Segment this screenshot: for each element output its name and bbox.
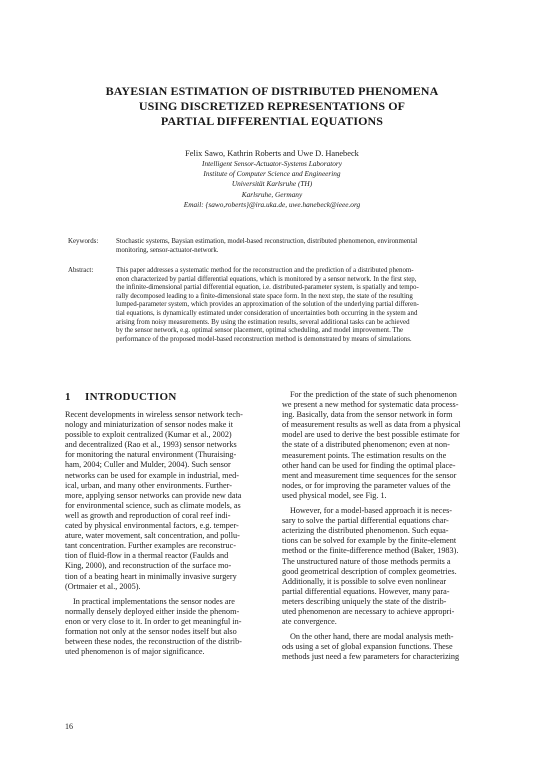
text-line: uted phenomenon are necessary to achieve appropri- [282,606,455,616]
text-line: acterizing the distributed phenomenon. Such equa- [282,526,449,536]
text-line: On the other hand, there are modal analysis meth- [290,632,454,642]
text-line: possible to exploit centralized (Kumar et al., 2002) [65,430,232,440]
text-line: good geometrical description of complex geometries. [282,566,457,576]
text-line: method or the finite-difference method (Baker, 1983). [282,546,459,556]
abstract-line: performance of the proposed model-based reconstruction method is demonstrated by means of simulations. [116,335,412,343]
text-line: King, 2000), and reconstruction of the surface mo- [65,561,232,571]
text-line: model are used to derive the best possible estimate for [282,430,460,440]
keywords-label: Keywords: [68,238,99,245]
abstract-line: the infinite-dimensional partial differential equation, i.e. distributed-parameter system, is spatially and tempo- [116,284,419,292]
text-line: In practical implementations the sensor nodes are [73,596,235,606]
text-line: ham, 2004; Culler and Mulder, 2004). Such sensor [65,460,231,470]
text-line: tant concentration. Further examples are reconstruc- [65,541,236,551]
text-line: measurement points. The estimation results on the [282,450,447,460]
paragraph [65,597,271,658]
text-line: ate convergence. [282,617,337,627]
text-line: ature, water movement, salt concentration, and pollu- [65,531,240,541]
abstract-line: by the sensor network, e.g. optimal sensor placement, optimal scheduling, and model improvement. The [116,327,404,335]
paper-title [60,84,484,129]
paragraph [282,390,488,501]
page-number: 16 [65,722,73,731]
text-line: for environmental science, such as climate models, as [65,500,241,510]
abstract-line: arising from noisy measurements. By using the estimation results, several additional tasks can be achieved [116,318,410,326]
section-number: 1 [65,391,71,403]
text-line: more, applying sensor networks can provide new data [65,490,242,500]
text-line: of measurement results as well as data from a physical [282,420,461,430]
text-line: formation not only at the sensor nodes itself but also [65,626,237,636]
section-heading [65,390,271,410]
text-line: ods using a set of global expansion functions. These [282,642,453,652]
affiliation-line: Universität Karlsruhe (TH) [231,179,313,189]
text-line: the state of a distributed phenomenon; even at non- [282,440,450,450]
paragraph [282,506,488,627]
text-line: nology and miniaturization of sensor nodes make it [65,420,234,430]
text-line: between these nodes, the reconstruction of the distrib- [65,637,242,647]
text-line: tion of a beating heart in minimally invasive surgery [65,571,237,581]
affiliation-line: Institute of Computer Science and Engineering [203,169,341,179]
text-line: meters describing uniquely the state of the distrib- [282,596,447,606]
text-line: Recent developments in wireless sensor network tech- [65,410,243,419]
text-line: and decentralized (Rao et al., 1993) sensor networks [65,440,237,450]
paragraph [282,632,488,662]
text-line: other hand can be used for finding the optimal place- [282,460,456,470]
text-line: we present a new method for systematic data process- [282,400,459,410]
text-line: used physical model, see Fig. 1. [282,490,387,500]
text-line: for monitoring the natural environment (Thuraising- [65,450,237,460]
text-line: ment and measurement time sequences for the sensor [282,470,457,480]
text-line: uted phenomenon is of major significance. [65,647,205,657]
text-line: However, for a model-based approach it is neces- [290,506,452,516]
abstract-line: This paper addresses a systematic method for the reconstruction and the prediction of a distributed phenom- [116,267,414,274]
abstract-line: lumped-parameter system, which provides an approximation of the solution of the underlying partial differen- [116,301,419,309]
text-line: cated by physical environmental factors, e.g. temper- [65,521,239,531]
text-line: (Ortmaier et al., 2005). [65,581,141,591]
abstract-line: rally decomposed leading to a finite-dimensional state space form. In the next step, the state of the resulting [116,292,413,300]
affiliation [60,159,484,210]
text-line: methods just need a few parameters for characterizing [282,652,460,662]
title-line: PARTIAL DIFFERENTIAL EQUATIONS [160,114,384,128]
affiliation-line: Intelligent Sensor-Actuator-Systems Laboratory [202,159,342,168]
title-line: USING DISCRETIZED REPRESENTATIONS OF [138,99,406,113]
paragraph [65,410,271,592]
abstract-line: tial equations, is dynamically estimated under consideration of uncertainties both occurring in the system and [116,309,418,317]
abstract-text [116,267,480,344]
text-line: sary to solve the partial differential equations char- [282,516,449,526]
text-line: Additionally, it is possible to solve even nonlinear [282,576,447,586]
right-column [282,390,488,662]
text-line: The unstructured nature of those methods permits a [282,556,451,566]
text-line: ical, urban, and many other environments. Further- [65,480,232,490]
left-column [65,390,271,657]
section-title: INTRODUCTION [85,391,177,403]
title-line: BAYESIAN ESTIMATION OF DISTRIBUTED PHENOMENA [105,84,439,98]
abstract-label: Abstract: [68,267,94,274]
keywords-line: monitoring, sensor-actuator-network. [116,246,219,254]
text-line: ing. Basically, data from the sensor network in form [282,410,453,420]
affiliation-line: Karlsruhe, Germany [241,189,303,199]
text-line: normally densely deployed either inside the phenom- [65,606,240,616]
text-line: For the prediction of the state of such phenomenon [290,390,457,399]
keywords-text [116,238,480,255]
abstract-line: enon characterized by partial differential equations, which is monitored by a sensor network. In the first step, [116,275,417,283]
text-line: tions can be solved for example by the finite-element [282,536,457,546]
authors: Felix Sawo, Kathrin Roberts and Uwe D. Hanebeck [185,149,359,158]
text-line: well as growth and reproduction of coral reef indi- [65,510,231,520]
text-line: partial differential equations. However, many para- [282,586,450,596]
text-line: networks can be used for example in industrial, med- [65,470,239,480]
text-line: tion of fluid-flow in a thermal reactor (Faulds and [65,551,229,561]
text-line: enon or very close to it. In order to get meaningful in- [65,616,242,626]
email-line: Email: {sawo,roberts}@ira.uka.de, uwe.hanebeck@ieee.org [183,199,361,209]
keywords-line: Stochastic systems, Baysian estimation, model-based reconstruction, distributed phenomenon, environmental [116,238,418,245]
text-line: nodes, or for improving the parameter values of the [282,480,451,490]
